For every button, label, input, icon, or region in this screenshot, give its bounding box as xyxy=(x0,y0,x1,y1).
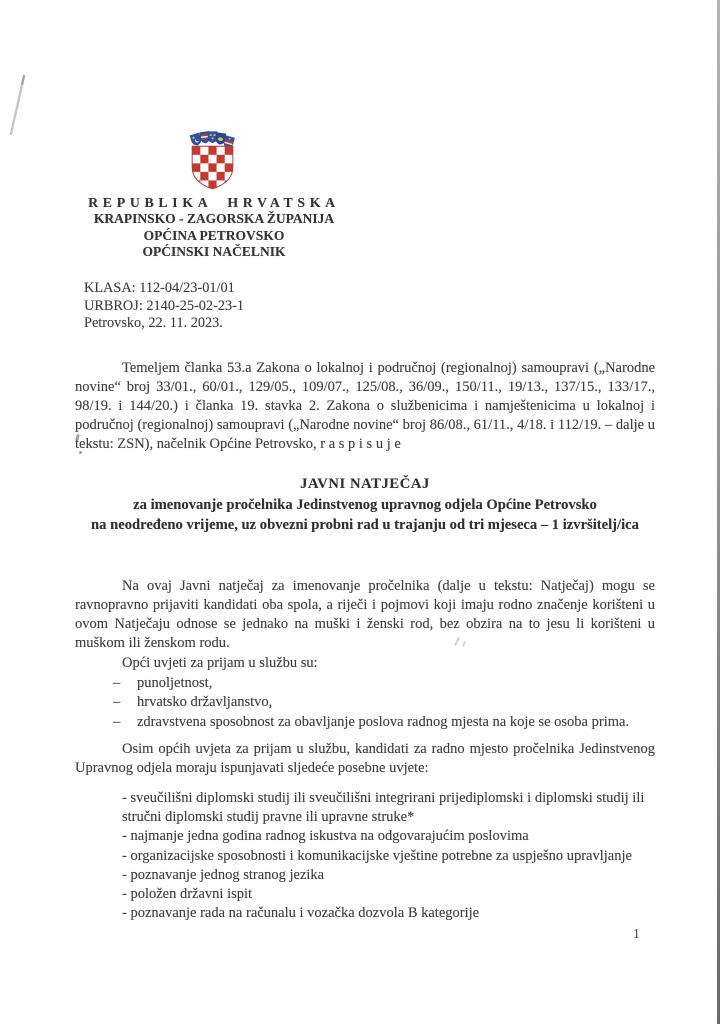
list-item xyxy=(113,713,629,732)
list-item xyxy=(113,674,629,693)
reference-urbroj: URBROJ: 2140-25-02-23-1 xyxy=(84,297,245,314)
croatia-coat-of-arms-icon xyxy=(189,131,236,190)
letterhead-country: REPUBLIKA HRVATSKA xyxy=(88,195,340,210)
letterhead-office: OPĆINSKI NAČELNIK xyxy=(142,244,286,260)
dash-bullet: – xyxy=(113,713,121,730)
special-conditions-list xyxy=(122,789,682,923)
reference-place-date: Petrovsko, 22. 11. 2023. xyxy=(84,315,223,332)
gender-clause-paragraph: Na ovaj Javni natječaj za imenovanje pročelnika (dalje u tekstu: Natječaj) mogu se ravnopravno prijaviti kandidati oba spola, a riječi i pojmovi koji imaju rodno značenje korišteni u ovom Natječaju odnose se jednako na muški i ženski rod, bez obzira na to jesu li korišteni u muškom ili ženskom rodu. xyxy=(75,578,655,651)
list-item-text: punoljetnost, xyxy=(137,675,213,691)
list-item: - poznavanje rada na računalu i vozačka dozvola B kategorije xyxy=(122,905,480,922)
list-item: stručni diplomski studij pravne ili upravne struke* xyxy=(122,809,415,826)
list-item-text: zdravstvena sposobnost za obavljanje poslova radnog mjesta na koje se osoba prima. xyxy=(137,713,630,730)
general-conditions-heading: Opći uvjeti za prijam u službu su: xyxy=(122,655,318,671)
letterhead-municipality: OPĆINA PETROVSKO xyxy=(143,227,285,243)
special-conditions-intro: Osim općih uvjeta za prijam u službu, kandidati za radno mjesto pročelnika Jedinstvenog Upravnog odjela moraju ispunjavati sljedeće posebne uvjete: xyxy=(75,741,655,776)
list-item: - organizacijske sposobnosti i komunikacijske vještine potrebne za uspješno upravljanje xyxy=(122,847,632,864)
list-item: - sveučilišni diplomski studij ili sveučilišni integrirani prijediplomski i diplomski studij ili xyxy=(122,790,645,806)
list-item: - položen državni ispit xyxy=(122,886,253,903)
preamble-paragraph: Temeljem članka 53.a Zakona o lokalnoj i područnoj (regionalnoj) samoupravi („Narodne novine“ broj 33/01., 60/01., 129/05., 109/07., 125/08., 36/09., 150/11., 19/13., 137/15., 133/17., 98/19. i 144/20.) i članka 19. stavka 2. Zakona o službenicima i namještenicima u lokalnoj i područnoj (regionalnoj) samoupravi („Narodne novine“ broj 86/08., 61/11., 4/18. i 112/19. – dalje u tekstu: ZSN), načelnik Općine Petrovsko, r a s p i s u j e xyxy=(75,360,655,452)
letterhead xyxy=(2,195,426,261)
scan-edge-shadow xyxy=(717,0,720,1024)
dash-bullet: – xyxy=(113,694,121,711)
document-title xyxy=(75,474,655,536)
list-item: - najmanje jedna godina radnog iskustva na odgovarajućim poslovima xyxy=(122,828,529,845)
document-title-line2: za imenovanje pročelnika Jedinstvenog upravnog odjela Općine Petrovsko xyxy=(133,496,597,513)
letterhead-county: KRAPINSKO - ZAGORSKA ŽUPANIJA xyxy=(93,211,335,227)
list-item xyxy=(113,693,629,712)
document-title-line3: na neodređeno vrijeme, uz obvezni probni rad u trajanju od tri mjeseca – 1 izvršitelj/ica xyxy=(91,517,639,533)
scan-artifact-stroke xyxy=(4,72,30,140)
reference-block xyxy=(84,280,244,333)
list-item-text: hrvatsko državljanstvo, xyxy=(137,694,273,711)
page-number: 1 xyxy=(633,926,640,941)
reference-klasa: KLASA: 112-04/23-01/01 xyxy=(84,280,235,296)
dash-bullet: – xyxy=(113,675,121,691)
list-item: - poznavanje jednog stranog jezika xyxy=(122,866,325,883)
general-conditions-list xyxy=(113,674,629,732)
document-title-line1: JAVNI NATJEČAJ xyxy=(300,476,430,492)
